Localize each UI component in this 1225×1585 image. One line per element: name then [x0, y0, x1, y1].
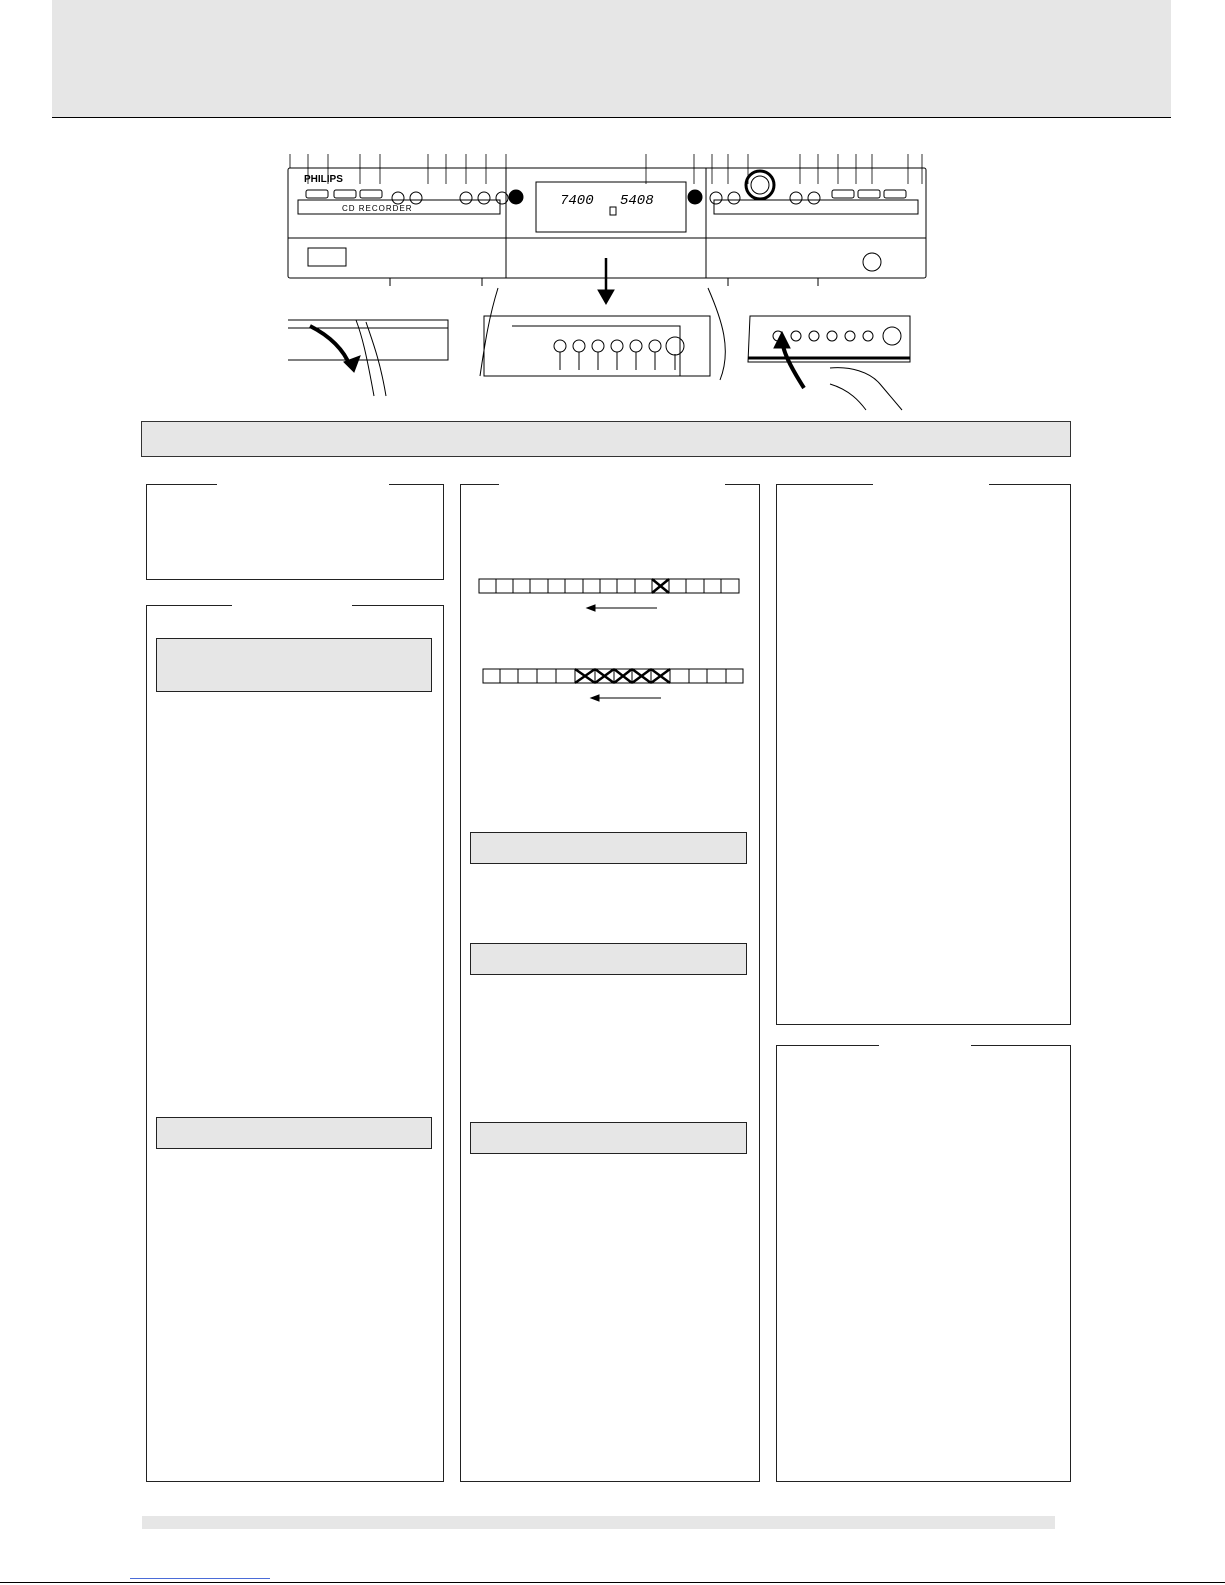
note-box-4 — [470, 943, 747, 975]
panel-right-top — [776, 484, 1071, 1025]
track-diagram-multiple — [481, 667, 746, 707]
note-box-1 — [156, 638, 432, 692]
brand-logo: PHILIPS — [304, 174, 343, 185]
footer-rule — [0, 1582, 1225, 1583]
note-box-5 — [470, 1122, 747, 1154]
track-diagram-single — [477, 577, 742, 617]
panel-left-main — [146, 605, 444, 1482]
device-illustration — [270, 140, 940, 420]
note-box-3 — [470, 832, 747, 864]
header-band — [52, 0, 1171, 118]
panel-right-bottom — [776, 1045, 1071, 1482]
section-bar — [141, 421, 1071, 457]
display-right-readout: 5408 — [620, 193, 654, 209]
panel-left-top — [146, 484, 444, 580]
footer-bar — [142, 1516, 1055, 1529]
panel-middle — [460, 484, 760, 1482]
display-left-readout: 7400 — [560, 193, 594, 209]
footer-link[interactable] — [130, 1577, 270, 1579]
recorder-label: CD RECORDER — [342, 204, 413, 213]
note-box-2 — [156, 1117, 432, 1149]
